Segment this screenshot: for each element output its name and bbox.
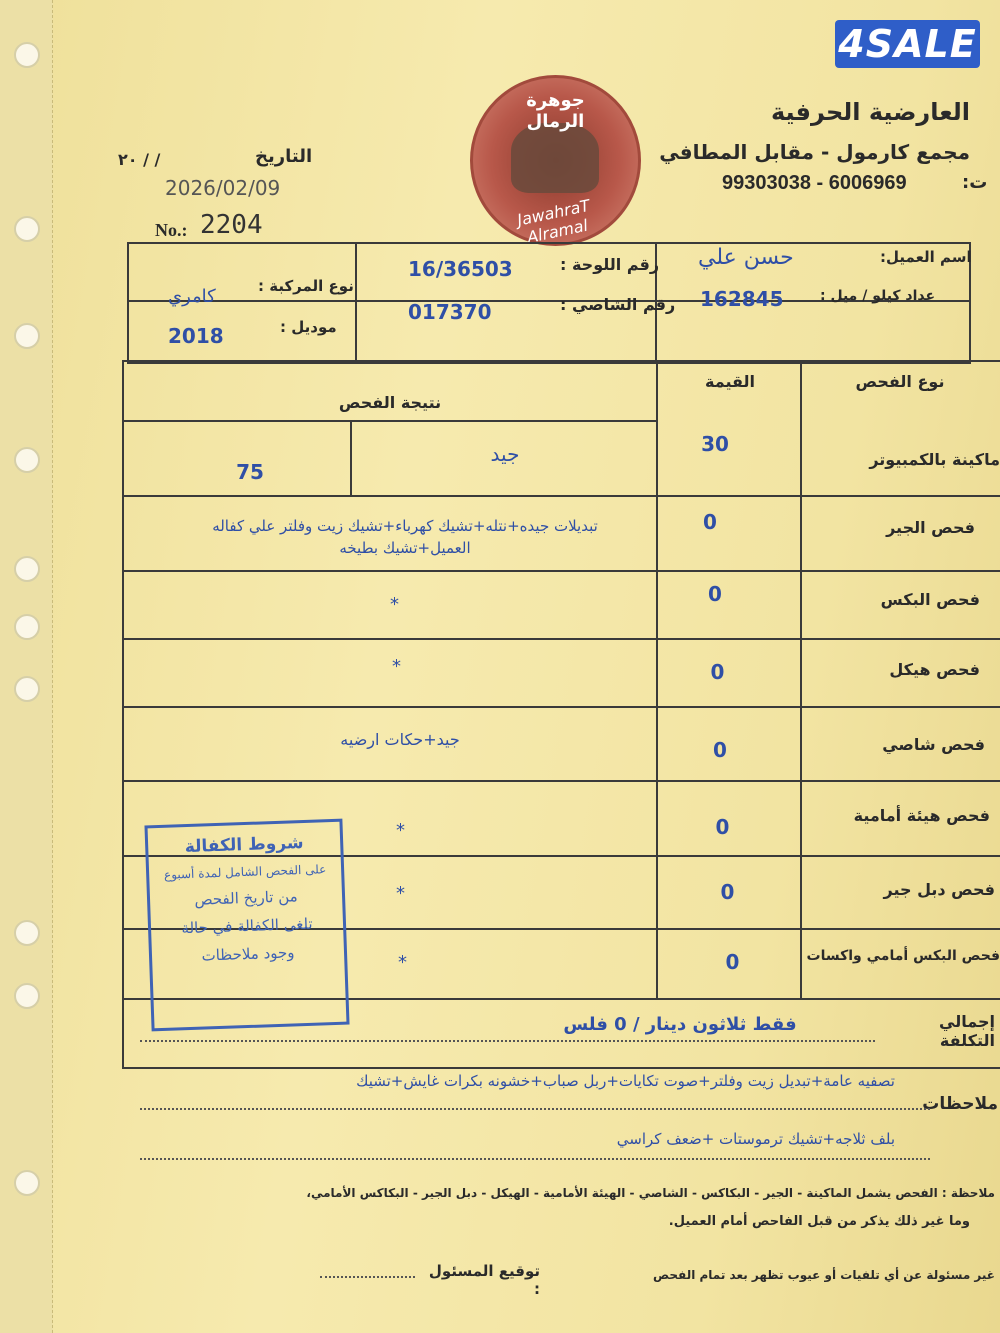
signature-label: توقيع المسئول : [428,1262,540,1298]
table-row-value: 0 [725,950,740,974]
table-row-type: فحص البكس [880,590,980,609]
customer-name-value: حسن علي [698,245,794,270]
stamp-line: على الفحص الشامل لمدة أسبوع [163,862,327,882]
table-row-value: 0 [715,815,730,839]
column-header-result: نتيجة الفحص [338,393,442,412]
table-row-value: 0 [720,880,735,904]
punch-hole [14,323,40,349]
number-label: No.: [155,220,188,240]
footer-note: ملاحظة : الفحص يشمل الماكينة - الجير - البكاكس - الشاصي - الهيئة الأمامية - الهيكل - دبل الجير - البكاكس الأمامي، [306,1186,995,1200]
table-row-type: فحص شاصي [882,735,985,754]
table-row-result: جيد [490,442,520,466]
vehicle-type-label: نوع المركبة : [258,277,354,295]
stamp-title: شروط الكفالة [184,832,304,858]
table-row-value: 0 [713,738,727,762]
logo-bottom-text: JawahraT Alramal [515,195,592,247]
punch-hole [14,983,40,1009]
table-row-result: * [396,820,405,841]
date-template: / / ٢٠ [118,150,161,169]
watermark-badge: 4SALE [835,20,980,68]
company-address: مجمع كارمول - مقابل المطافي [659,140,970,164]
plate-value: 16/36503 [408,257,513,281]
table-row-type: فحص البكس أمامي واكسات [806,948,1000,964]
table-row-type: فحص دبل جير [883,880,995,899]
notes-line: تصفيه عامة+تبديل زيت وفلتر+صوت تكايات+ربل صباب+خشونه بكرات غايش+تشيك [356,1072,895,1090]
stamp-line: وجود ملاحظات [201,943,295,965]
total-label: إجمالي التكلفة [939,1012,995,1050]
notes-label: ملاحظات [922,1094,998,1114]
stamp-line: تلغى الكفالة في حالة [181,914,313,938]
table-row-type: فحص هيكل [889,660,980,679]
car-icon [511,123,599,193]
column-header-type: نوع الفحص [855,372,945,391]
logo-top-text: جوهرة الرمال [526,90,585,132]
company-phones: 99303038 - 6006969 [722,172,907,194]
perforated-margin [0,0,53,1333]
model-value: 2018 [168,324,224,348]
warranty-stamp [144,819,349,1032]
table-row-result: جيد+حكات ارضيه [340,730,460,749]
phone-prefix: ت: [962,172,988,193]
footer-disclaimer: غير مسئولة عن أي تلفيات أو عيوب تظهر بعد تمام الفحص [653,1268,995,1282]
punch-hole [14,447,40,473]
punch-hole [14,1170,40,1196]
table-row-value: 0 [710,660,725,684]
table-row-result: تبديلات جيده+نتله+تشيك كهرباء+تشيك زيت وفلتر علي كفاله العميل+تشيك بطيخه [212,517,598,557]
table-row-value: 0 [703,510,717,534]
table-row-result: * [398,952,407,973]
vehicle-type-value: كامري [168,286,216,307]
column-header-value: القيمة [705,372,755,391]
customer-name-label: اسم العميل: [880,248,972,266]
table-row-result: * [396,883,405,904]
signature-line [320,1276,415,1278]
stamp-line: من تاريخ الفحص [194,887,298,909]
date-label: التاريخ [255,146,313,167]
table-row-value: 30 [701,432,729,456]
punch-hole [14,42,40,68]
table-row-result: * [392,656,401,677]
table-row-type: فحص الجير [886,518,975,537]
punch-hole [14,920,40,946]
table-row-type: ماكينة بالكمبيوتر [869,450,1000,469]
odometer-value: 162845 [700,287,784,311]
model-label: موديل : [280,318,337,336]
table-row-result: * [390,594,399,615]
date-value: 2026/02/09 [165,176,281,200]
company-logo [470,75,641,246]
document-number: 2204 [200,210,263,240]
table-row-type: فحص هيئة أمامية [853,806,990,825]
total-value: فقط ثلاثون دينار / 0 فلس [563,1014,797,1035]
table-row-score: 75 [236,460,264,484]
table-row-value: 0 [708,582,722,606]
punch-hole [14,556,40,582]
punch-hole [14,216,40,242]
plate-label: رقم اللوحة : [560,255,660,274]
chassis-value: 017370 [408,300,492,324]
footer-note: وما غير ذلك يذكر من قبل الفاحص أمام العميل. [668,1214,970,1229]
notes-line: بلف ثلاجه+تشيك ترموستات +ضعف كراسي [616,1130,895,1148]
punch-hole [14,614,40,640]
company-name: العارضية الحرفية [770,98,970,126]
odometer-label: عداد كيلو / ميل : [820,288,936,304]
chassis-label: رقم الشاصي : [560,295,676,314]
punch-hole [14,676,40,702]
